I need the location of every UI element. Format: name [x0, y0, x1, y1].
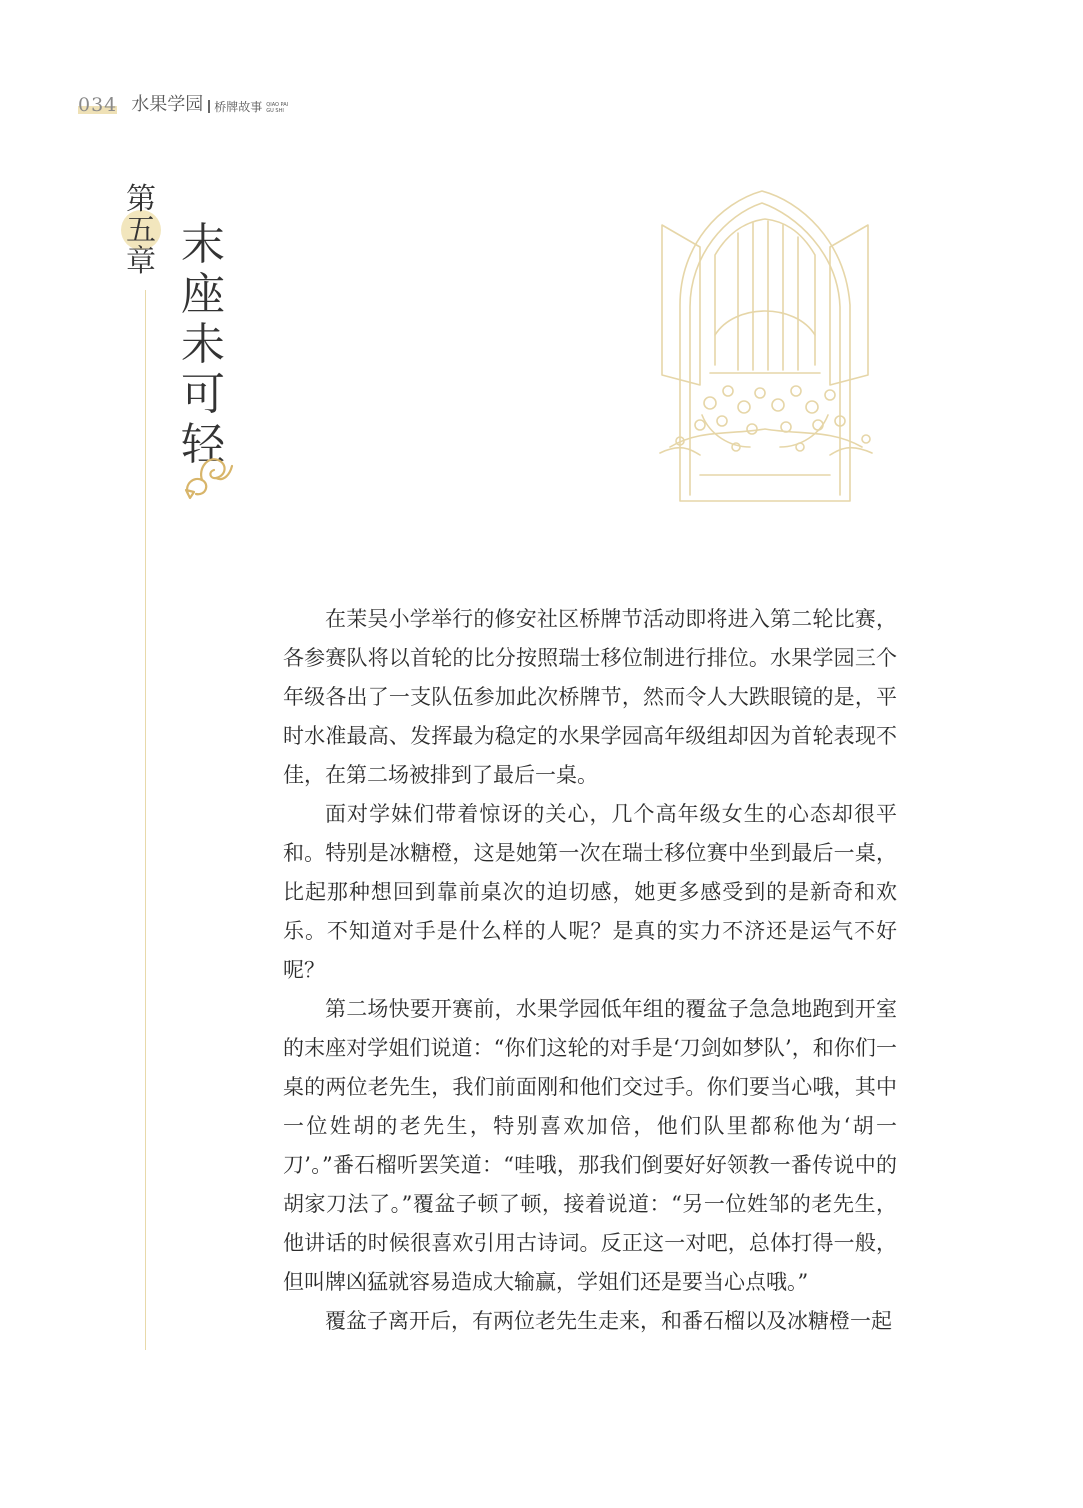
section-pinyin-line1: QIAO PAI	[266, 102, 289, 108]
section-pinyin	[266, 102, 288, 114]
paragraph: 面对学妹们带着惊讶的关心，几个高年级女生的心态却很平和。特别是冰糖橙，这是她第一次在瑞士移位赛中坐到最后一桌，比起那种想回到靠前桌次的迫切感，她更多感受到的是新奇和欢乐。不知道对手是什么样的人呢？是真的实力不济还是运气不好呢？	[283, 802, 897, 982]
body-text	[283, 600, 897, 1341]
chapter-title-char: 可	[181, 369, 225, 420]
running-header	[78, 92, 288, 116]
paragraph: 在茉吴小学举行的修安社区桥牌节活动即将进入第二轮比赛，各参赛队将以首轮的比分按照瑞士移位制进行排位。水果学园三个年级各出了一支队伍参加此次桥牌节，然而令人大跌眼镜的是，平时水准最高、发挥最为稳定的水果学园高年级组却因为首轮表现不佳，在第二场被排到了最后一桌。	[283, 607, 897, 787]
chapter-title-char: 未	[181, 319, 225, 370]
margin-rule	[145, 290, 146, 1350]
page-number: 034	[78, 94, 118, 116]
chapter-label	[124, 184, 158, 277]
chapter-label-char: 章	[126, 244, 156, 279]
section-pinyin-line2: GU SHI	[266, 108, 284, 114]
chapter-title-char: 轻	[181, 419, 225, 470]
page-number-block	[78, 94, 117, 116]
arched-window-flowers-illustration	[640, 185, 890, 514]
chapter-title-char: 末	[181, 219, 225, 270]
paragraph: 覆盆子离开后，有两位老先生走来，和番石榴以及冰糖橙一起	[325, 1309, 892, 1333]
swirl-heart-ornament-icon	[180, 448, 236, 506]
chapter-label-char: 第	[126, 182, 156, 217]
book-title: 水果学园	[131, 94, 204, 115]
chapter-label-char: 五	[126, 213, 156, 248]
header-divider	[208, 100, 210, 113]
paragraph: 第二场快要开赛前，水果学园低年组的覆盆子急急地跑到开室的末座对学姐们说道：“你们这轮的对手是‘刀剑如梦队’，和你们一桌的两位老先生，我们前面刚和他们交过手。你们要当心哦，其中一位姓胡的老先生，特别喜欢加倍，他们队里都称他为‘胡一刀’。”番石榴听罢笑道：“哇哦，那我们倒要好好领教一番传说中的胡家刀法了。”覆盆子顿了顿，接着说道：“另一位姓邹的老先生，他讲话的时候很喜欢引用古诗词。反正这一对吧，总体打得一般，但叫牌凶猛就容易造成大输赢，学姐们还是要当心点哦。”	[283, 997, 897, 1294]
chapter-title	[178, 220, 228, 470]
section-title: 桥牌故事	[214, 100, 263, 114]
chapter-title-char: 座	[181, 269, 225, 320]
